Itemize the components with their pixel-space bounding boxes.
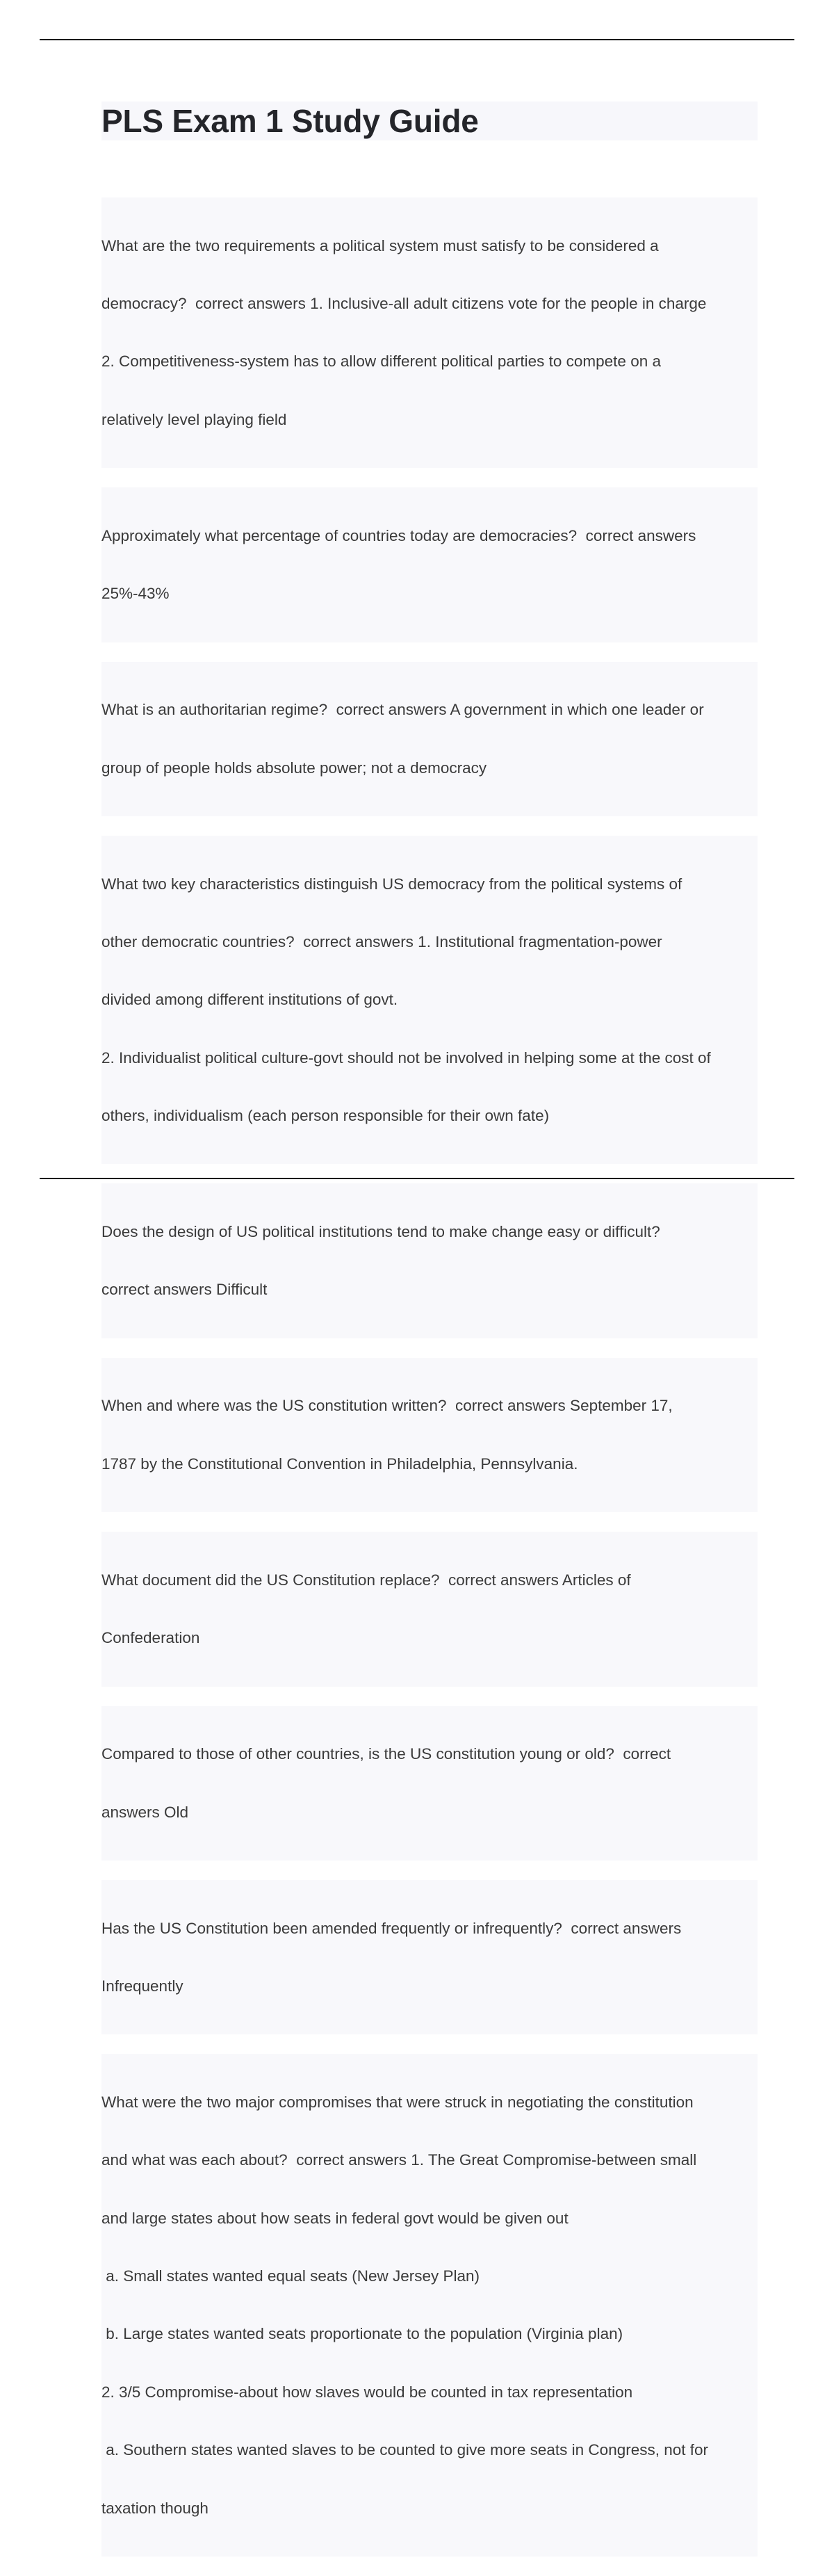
qa-line: 1787 by the Constitutional Convention in Philadelphia, Pennsylvania. (101, 1455, 578, 1473)
qa-line: What document did the US Constitution replace? correct answers Articles of (101, 1571, 631, 1589)
document-title: PLS Exam 1 Study Guide (101, 102, 758, 140)
qa-line: a. Southern states wanted slaves to be counted to give more seats in Congress, not for (101, 2441, 709, 2459)
top-rule (40, 39, 794, 40)
qa-line: democracy? correct answers 1. Inclusive-all adult citizens vote for the people in charge (101, 294, 707, 312)
qa-line: What two key characteristics distinguish US democracy from the political systems of (101, 875, 682, 893)
qa-line: 25%-43% (101, 585, 170, 603)
qa-line: Has the US Constitution been amended frequently or infrequently? correct answers (101, 1919, 682, 1937)
qa-line: taxation though (101, 2499, 208, 2517)
qa-line: relatively level playing field (101, 410, 287, 428)
document-body (101, 102, 758, 2576)
qa-item (101, 836, 758, 1165)
qa-line: other democratic countries? correct answers 1. Institutional fragmentation-power (101, 932, 662, 950)
qa-line: Compared to those of other countries, is the US constitution young or old? correct (101, 1745, 671, 1763)
qa-line: Confederation (101, 1629, 200, 1647)
qa-line: Does the design of US political institutions tend to make change easy or difficult? (101, 1223, 660, 1241)
qa-item (101, 487, 758, 642)
qa-line: a. Small states wanted equal seats (New Jersey Plan) (101, 2267, 480, 2285)
qa-line: 2. Individualist political culture-govt should not be involved in helping some at the cost of (101, 1048, 711, 1067)
qa-line: others, individualism (each person responsible for their own fate) (101, 1107, 550, 1125)
qa-line: answers Old (101, 1803, 189, 1821)
qa-line: What were the two major compromises that were struck in negotiating the constitution (101, 2093, 694, 2111)
qa-line: b. Large states wanted seats proportionate to the population (Virginia plan) (101, 2325, 623, 2343)
qa-item (101, 662, 758, 816)
qa-line: divided among different institutions of govt. (101, 991, 398, 1009)
qa-line: correct answers Difficult (101, 1281, 268, 1299)
qa-line: 2. Competitiveness-system has to allow different political parties to compete on a (101, 353, 661, 371)
qa-line: What are the two requirements a political system must satisfy to be considered a (101, 236, 659, 254)
qa-line: and large states about how seats in federal govt would be given out (101, 2209, 569, 2227)
qa-line: Approximately what percentage of countries today are democracies? correct answers (101, 526, 696, 544)
qa-item (101, 1358, 758, 1512)
qa-item (101, 197, 758, 468)
qa-item (101, 1880, 758, 2034)
qa-item (101, 1706, 758, 1861)
bottom-rule (40, 1178, 794, 1179)
qa-line: 2. 3/5 Compromise-about how slaves would be counted in tax representation (101, 2383, 633, 2401)
qa-line: When and where was the US constitution written? correct answers September 17, (101, 1397, 673, 1415)
qa-item (101, 2054, 758, 2557)
qa-item (101, 1183, 758, 1338)
qa-line: Infrequently (101, 1977, 183, 1995)
qa-item (101, 1532, 758, 1686)
qa-line: group of people holds absolute power; not a democracy (101, 759, 487, 777)
qa-line: and what was each about? correct answers 1. The Great Compromise-between small (101, 2151, 697, 2169)
qa-list (101, 197, 758, 2557)
qa-line: What is an authoritarian regime? correct answers A government in which one leader or (101, 701, 704, 719)
